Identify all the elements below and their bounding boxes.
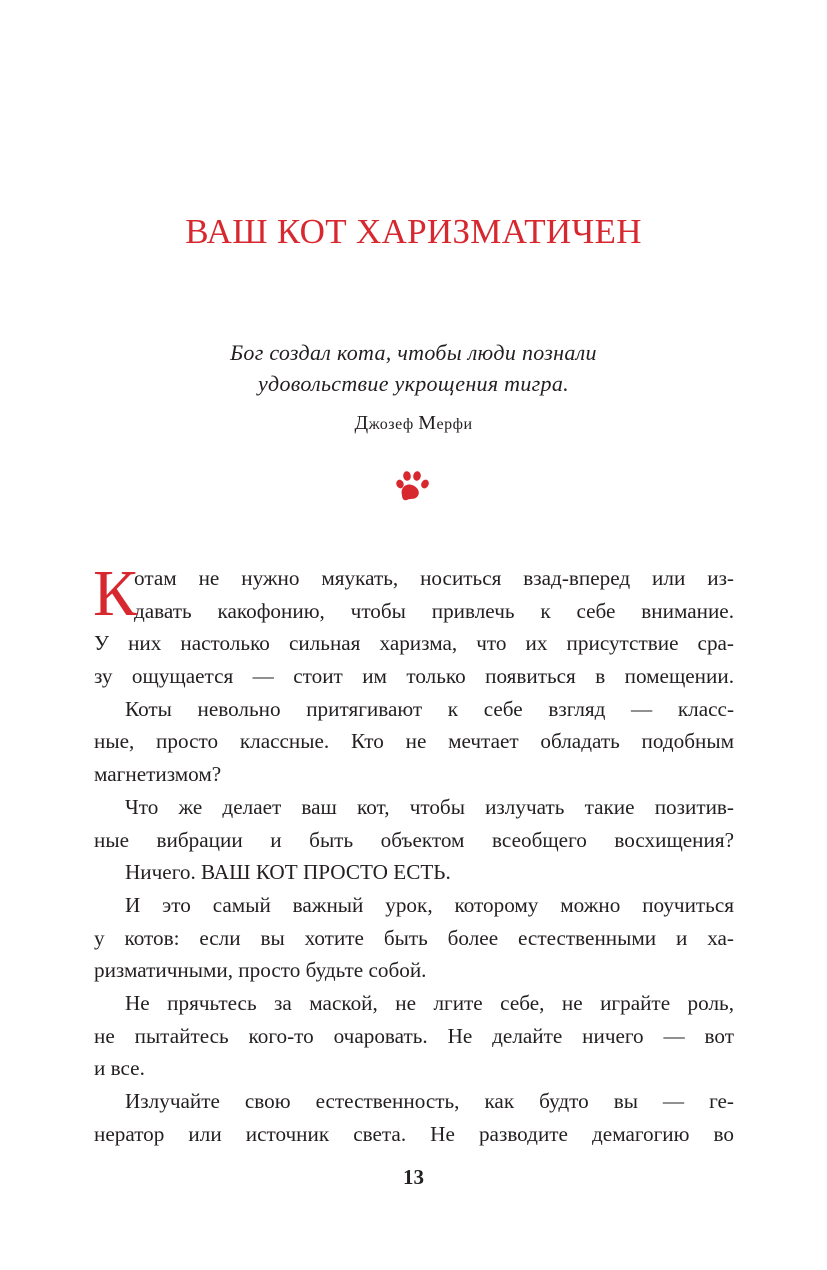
epigraph-line: удовольствие укрощения тигра. <box>258 371 569 396</box>
paw-print-icon <box>396 470 432 502</box>
text-line: Не прячьтесь за маской, не лгите себе, не играйте роль, <box>125 990 734 1015</box>
text-line: Ничего. ВАШ КОТ ПРОСТО ЕСТЬ. <box>125 860 451 885</box>
text-line: магнетизмом? <box>94 762 222 787</box>
text-line: Коты невольно притягивают к себе взгляд — класс- <box>125 696 734 721</box>
text-line: отам не нужно мяукать, носиться взад-вперед или из- <box>134 566 734 590</box>
page-number: 13 <box>403 1165 424 1189</box>
text-line: Излучайте свою естественность, как будто вы — ге- <box>125 1089 734 1113</box>
text-line: у котов: если вы хотите быть более естественными и ха- <box>94 925 734 950</box>
text-line: и все. <box>94 1056 145 1081</box>
text-line: нератор или источник света. Не разводите демагогию во <box>94 1121 734 1146</box>
text-line: И это самый важный урок, которому можно поучиться <box>125 892 734 917</box>
author-initial: М <box>418 412 437 434</box>
text-line: У них настолько сильная харизма, что их присутствие сра- <box>94 631 734 656</box>
text-line: Что же делает ваш кот, чтобы излучать такие позитив- <box>125 794 734 819</box>
text-line: ризматичными, просто будьте собой. <box>94 958 427 983</box>
author-name-rest: жозеф <box>368 416 414 433</box>
body-text <box>93 557 734 1150</box>
text-line: не пытайтесь кого-то очаровать. Не делайте ничего — вот <box>94 1023 734 1048</box>
text-line: ные, просто классные. Кто не мечтает обладать подобным <box>94 729 734 754</box>
text-line: давать какофонию, чтобы привлечь к себе внимание. <box>134 598 734 623</box>
text-line: ные вибрации и быть объектом всеобщего восхищения? <box>94 827 734 852</box>
author-initial: Д <box>354 412 369 434</box>
epigraph-quote <box>0 337 827 399</box>
drop-cap: К <box>93 557 138 630</box>
epigraph-line: Бог создал кота, чтобы люди познали <box>230 340 597 365</box>
epigraph-author <box>0 412 827 435</box>
text-line: зу ощущается — стоит им только появиться в помещении. <box>94 664 734 689</box>
author-name-rest: ерфи <box>436 416 473 433</box>
chapter-title: ВАШ КОТ ХАРИЗМАТИЧЕН <box>185 212 642 251</box>
